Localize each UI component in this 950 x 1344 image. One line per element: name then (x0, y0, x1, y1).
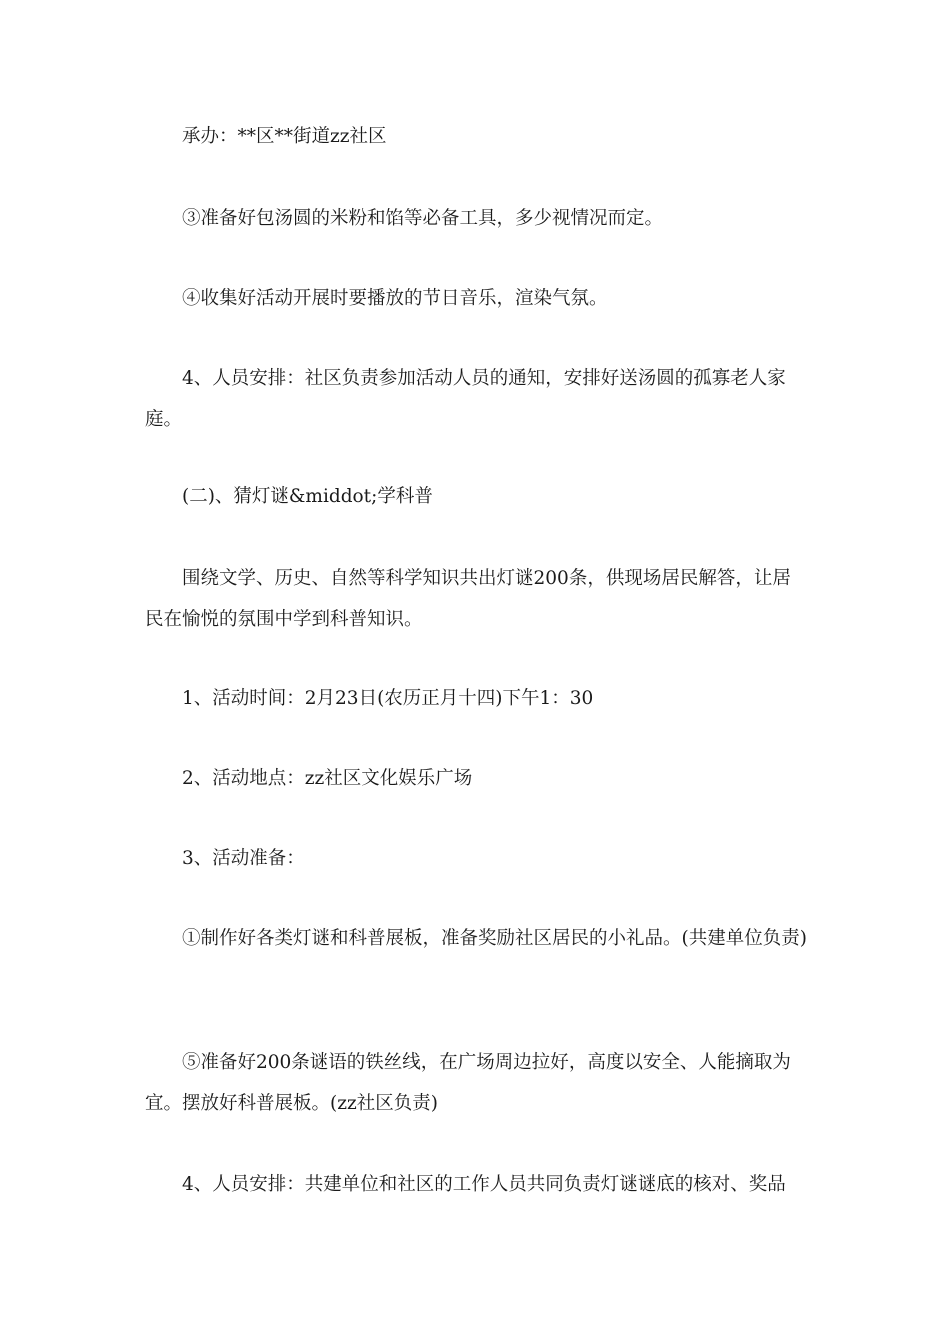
paragraph-prepare-wires: ⑤准备好200条谜语的铁丝线，在广场周边拉好，高度以安全、人能摘取为宜。摆放好科普展板。(zz社区负责) (145, 1052, 791, 1114)
paragraph-riddles-intro: 围绕文学、历史、自然等科学知识共出灯谜200条，供现场居民解答，让居民在愉悦的氛围中学到科普知识。 (145, 568, 791, 630)
section-heading-lantern-riddles: (二)、猜灯谜&middot;学科普 (182, 486, 433, 507)
paragraph-activity-time: 1、活动时间：2月23日(农历正月十四)下午1：30 (182, 688, 594, 709)
paragraph-activity-location: 2、活动地点：zz社区文化娱乐广场 (182, 768, 473, 789)
paragraph-staff-arrangement-2: 4、人员安排：共建单位和社区的工作人员共同负责灯谜谜底的核对、奖品 (182, 1174, 786, 1195)
paragraph-prepare-tools: ③准备好包汤圆的米粉和馅等必备工具，多少视情况而定。 (182, 208, 664, 229)
paragraph-make-riddles: ①制作好各类灯谜和科普展板，准备奖励社区居民的小礼品。(共建单位负责) (182, 928, 807, 949)
paragraph-staff-arrangement: 4、人员安排：社区负责参加活动人员的通知，安排好送汤圆的孤寡老人家庭。 (145, 368, 786, 430)
paragraph-organizer: 承办：**区**街道zz社区 (182, 126, 387, 147)
paragraph-collect-music: ④收集好活动开展时要播放的节日音乐，渲染气氛。 (182, 288, 608, 309)
paragraph-activity-preparation: 3、活动准备： (182, 848, 305, 869)
